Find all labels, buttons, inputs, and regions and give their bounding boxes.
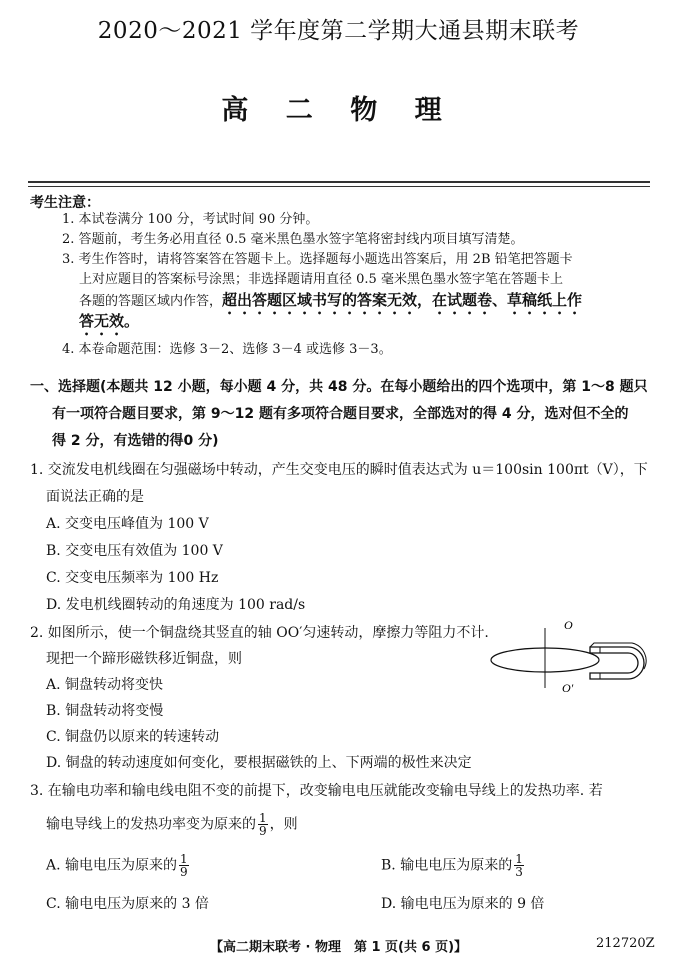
fraction-numerator: 1 <box>259 811 267 825</box>
q2-stem-line1: 2. 如图所示，使一个铜盘绕其竖直的轴 OO′匀速转动，摩擦力等阻力不计. <box>30 625 489 641</box>
fraction-denominator: 3 <box>515 865 523 879</box>
section-heading-line1: 一、选择题(本题共 12 小题，每小题 4 分，共 48 分。在每小题给出的四个选项中，第 1～8 题只 <box>30 379 648 395</box>
q2-option-b: B. 铜盘转动将变慢 <box>46 703 164 719</box>
subject-title: 高 二 物 理 <box>221 95 456 126</box>
paper-code: 212720Z <box>596 936 655 951</box>
q1-option-a: A. 交变电压峰值为 100 V <box>46 516 209 532</box>
q1-option-c: C. 交变电压频率为 100 Hz <box>46 570 219 586</box>
fraction-numerator: 1 <box>515 852 523 866</box>
notice-item-1: 1. 本试卷满分 100 分，考试时间 90 分钟。 <box>62 212 319 227</box>
q3-option-a-text: A. 输电电压为原来的 <box>46 857 178 874</box>
q1-stem-line1: 1. 交流发电机线圈在匀强磁场中转动，产生交变电压的瞬时值表达式为 u＝100sin 100πt（V），下 <box>30 462 648 478</box>
q3-stem-tail: ，则 <box>269 816 298 833</box>
q3-stem-text: 输电导线上的发热功率变为原来的 <box>46 816 256 833</box>
notice-item-2: 2. 答题前，考生务必用直径 0.5 毫米黑色墨水签字笔将密封线内项目填写清楚。 <box>62 232 524 247</box>
header-rule-thin <box>28 186 650 187</box>
q1-stem-line2: 面说法正确的是 <box>46 489 144 505</box>
q3-option-a-fraction <box>179 853 189 878</box>
q3-stem-line1: 3. 在输电功率和输电线电阻不变的前提下，改变输电电压就能改变输电导线上的发热功率. 若 <box>30 783 603 799</box>
notice-emphasis-tail: 答无效。 <box>79 312 140 330</box>
page-footer: 【高二期末联考 · 物理 第 1 页(共 6 页)】 <box>209 940 468 955</box>
q3-option-a <box>46 853 191 878</box>
q1-option-d: D. 发电机线圈转动的角速度为 100 rad/s <box>46 597 306 613</box>
q2-option-a: A. 铜盘转动将变快 <box>46 677 164 693</box>
fraction-numerator: 1 <box>180 852 188 866</box>
q3-stem-line2 <box>46 812 298 837</box>
notice-item-4: 4. 本卷命题范围：选修 3－2、选修 3－4 或选修 3－3。 <box>62 342 392 357</box>
q1-option-b: B. 交变电压有效值为 100 V <box>46 543 223 559</box>
notice-item-3-line3-text: 各题的答题区域内作答， <box>79 294 223 309</box>
notice-item-3-line3 <box>79 291 582 318</box>
q3-stem-fraction <box>258 812 268 837</box>
exam-title: 2020～2021 学年度第二学期大通县期末联考 <box>97 18 580 44</box>
q3-option-b <box>381 853 526 878</box>
q2-option-c: C. 铜盘仍以原来的转速转动 <box>46 729 220 745</box>
header-rule-thick <box>28 181 650 183</box>
section-heading-line3: 得 2 分，有选错的得0 分) <box>52 433 219 449</box>
axis-label-bottom: O′ <box>562 681 574 695</box>
q3-option-b-text: B. 输电电压为原来的 <box>381 857 513 874</box>
notice-emphasis-text: 超出答题区域书写的答案无效，在试题卷、草稿纸上作 <box>222 291 583 309</box>
q3-option-c: C. 输电电压为原来的 3 倍 <box>46 896 209 912</box>
fraction-denominator: 9 <box>180 865 188 879</box>
notice-title: 考生注意： <box>30 195 100 211</box>
q2-option-d: D. 铜盘的转动速度如何变化，要根据磁铁的上、下两端的极性来决定 <box>46 755 472 771</box>
axis-label-top: O <box>564 618 573 632</box>
notice-item-3-line2: 上对应题目的答案标号涂黑；非选择题请用直径 0.5 毫米黑色墨水签字笔在答题卡上 <box>79 272 563 287</box>
copper-disc-figure <box>488 614 658 698</box>
fraction-denominator: 9 <box>259 824 267 838</box>
q2-stem-line2: 现把一个蹄形磁铁移近铜盘，则 <box>46 651 242 667</box>
q3-option-d: D. 输电电压为原来的 9 倍 <box>381 896 545 912</box>
notice-item-3-line1: 3. 考生作答时，请将答案答在答题卡上。选择题每小题选出答案后，用 2B 铅笔把答题卡 <box>62 252 573 267</box>
q3-option-b-fraction <box>514 853 524 878</box>
section-heading-line2: 有一项符合题目要求，第 9～12 题有多项符合题目要求，全部选对的得 4 分，选对但不全的 <box>52 406 629 422</box>
